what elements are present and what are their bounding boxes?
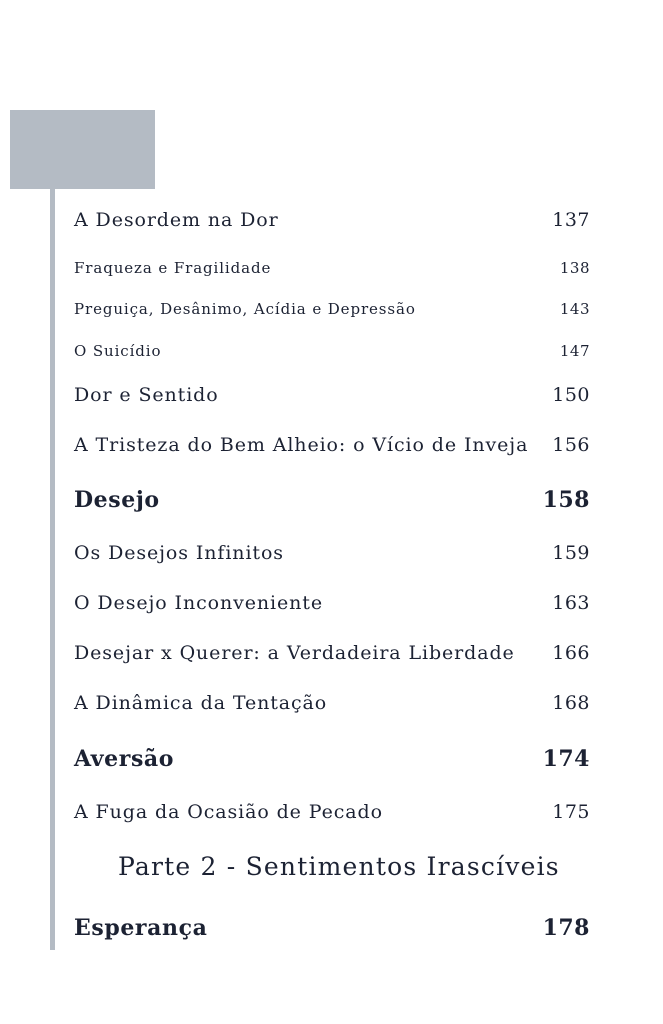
toc-entry-page: 158 [542,487,590,513]
decorative-vertical-rule [50,189,55,950]
toc-entry-title: Preguiça, Desânimo, Acídia e Depressão [74,300,416,318]
toc-entry-title: A Tristeza do Bem Alheio: o Vício de Inveja [74,434,529,456]
toc-entry-title: A Fuga da Ocasião de Pecado [74,801,383,823]
toc-entry-preguica[interactable] [74,300,590,318]
toc-entry-o-desejo-inconveniente[interactable] [74,592,590,614]
toc-entry-title: Dor e Sentido [74,384,219,406]
toc-entry-desejar-x-querer[interactable] [74,642,590,664]
toc-entry-o-suicidio[interactable] [74,342,590,360]
toc-entry-page: 147 [559,342,590,360]
toc-chapter-desejo[interactable] [74,487,590,513]
toc-entry-title: Aversão [74,746,175,772]
toc-chapter-aversao[interactable] [74,746,590,772]
toc-entry-page: 143 [559,300,590,318]
toc-chapter-esperanca[interactable] [74,915,590,941]
toc-entry-page: 163 [552,592,590,614]
part-heading: Parte 2 - Sentimentos Irascíveis [118,852,560,881]
toc-entry-page: 166 [552,642,590,664]
toc-entry-dor-e-sentido[interactable] [74,384,590,406]
decorative-header-block [10,110,155,189]
toc-entry-fraqueza-e-fragilidade[interactable] [74,259,590,277]
toc-entry-title: Os Desejos Infinitos [74,542,284,564]
toc-entry-title: Desejar x Querer: a Verdadeira Liberdade [74,642,515,664]
toc-entry-title: O Desejo Inconveniente [74,592,323,614]
toc-entry-page: 137 [552,209,590,231]
toc-entry-page: 150 [552,384,590,406]
toc-entry-title: Desejo [74,487,160,513]
toc-entry-page: 174 [542,746,590,772]
toc-entry-title: O Suicídio [74,342,162,360]
toc-entry-page: 156 [552,434,590,456]
toc-entry-page: 138 [559,259,590,277]
toc-entry-page: 175 [552,801,590,823]
toc-entry-a-dinamica-da-tentacao[interactable] [74,692,590,714]
toc-entry-page: 168 [552,692,590,714]
toc-entry-a-desordem-na-dor[interactable] [74,209,590,231]
toc-entry-title: Esperança [74,915,208,941]
toc-entry-title: Fraqueza e Fragilidade [74,259,272,277]
toc-entry-title: A Dinâmica da Tentação [74,692,328,714]
toc-entry-title: A Desordem na Dor [74,209,279,231]
toc-entry-a-tristeza-do-bem-alheio[interactable] [74,434,590,456]
toc-entry-page: 159 [552,542,590,564]
toc-entry-os-desejos-infinitos[interactable] [74,542,590,564]
toc-entry-page: 178 [542,915,590,941]
toc-entry-a-fuga-da-ocasiao-de-pecado[interactable] [74,801,590,823]
